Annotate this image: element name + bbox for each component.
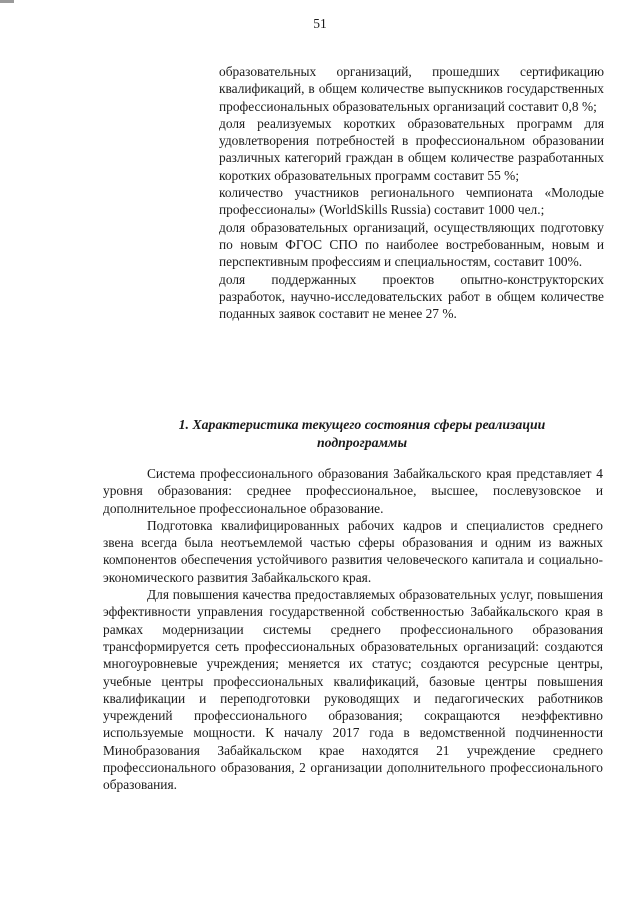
list-item: доля образовательных организаций, осуществляющих подготовку по новым ФГОС СПО по наиболее востребованным, новым и перспективным профессиям и специальностям, составит 100%. (219, 219, 604, 270)
scan-corner-mark (0, 0, 14, 3)
list-item: доля поддержанных проектов опытно-конструкторских разработок, научно-исследовательских работ в общем количестве поданных заявок составит не менее 27 %. (219, 271, 604, 322)
section-number: 1. (178, 417, 189, 432)
paragraph: Для повышения качества предоставляемых образовательных услуг, повышения эффективности управления государственной собственностью Забайкальского края в рамках модернизации системы среднего профессионального образования трансформируется сеть профессиональных образовательных организаций: создаются многоуровневые учреждения; меняется их статус; создаются ресурсные центры, учебные центры профессиональных квалификаций, базовые центры повышения квалификации и переподготовки руководящих и педагогических работников учреждений профессионального образования; сокращаются неэффективно используемые мощности. К началу 2017 года в ведомственной подчиненности Минобразования Забайкальском крае находятся 21 учреждение среднего профессионального образования, 2 организации дополнительного профессионального образования. (103, 587, 603, 793)
section-title: Характеристика текущего состояния сферы реализации подпрограммы (192, 417, 546, 450)
paragraph: Подготовка квалифицированных рабочих кадров и специалистов среднего звена всегда была неотъемлемой частью сферы образования и одним из важных компонентов обеспечения устойчивого развития человеческого капитала и социально-экономического развития Забайкальского края. (103, 517, 603, 585)
list-item: образовательных организаций, прошедших сертификацию квалификаций, в общем количестве выпускников государственных профессиональных образовательных организаций составит 0,8 %; (219, 64, 604, 114)
section-heading (132, 416, 592, 451)
paragraph: Система профессионального образования Забайкальского края представляет 4 уровня образования: среднее профессиональное, высшее, послевузовское и дополнительное профессиональное образование. (103, 466, 603, 516)
body-text (103, 465, 603, 794)
page-number: 51 (313, 16, 327, 31)
list-item: доля реализуемых коротких образовательных программ для удовлетворения потребностей в профессиональном образовании различных категорий граждан в общем количестве разработанных коротких образовательных программ составит 55 %; (219, 115, 604, 183)
list-item: количество участников регионального чемпионата «Молодые профессионалы» (WorldSkills Russia) составит 1000 чел.; (219, 185, 604, 218)
indicator-list (219, 63, 604, 322)
